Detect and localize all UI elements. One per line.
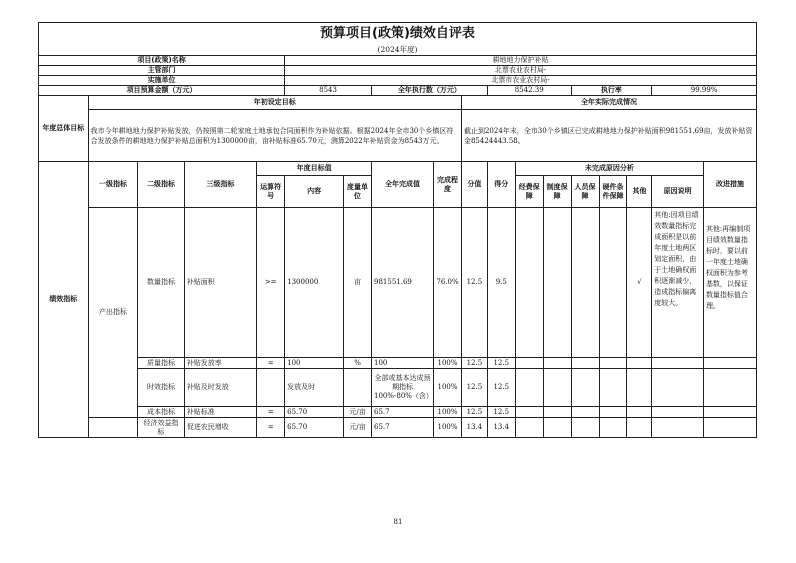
exec-value: 8542.39 [487, 86, 571, 96]
level2-cell: 质量指标 [138, 358, 185, 369]
max-score-cell: 12.5 [461, 407, 487, 418]
score-header: 得分 [487, 162, 515, 208]
content-cell: 发放及时 [285, 369, 344, 407]
reason-system-header: 制度保障 [543, 176, 571, 208]
reason-group-header: 未完成原因分析 [515, 162, 703, 176]
max-score-cell: 12.5 [461, 208, 487, 358]
level1-output: 产出指标 [88, 208, 138, 418]
improve-cell: 其他:再编制项目绩效数量指标时，要以前一年度土地确权面积为参考基数，以保证数量指标值合理。 [703, 208, 756, 358]
operator-cell: >= [257, 208, 285, 358]
unit-cell: % [344, 358, 372, 369]
degree-cell: 100% [434, 418, 462, 438]
level3-cell: 补贴及时发放 [184, 369, 256, 407]
level3-cell: 补贴面积 [184, 208, 256, 358]
table-row [39, 369, 757, 407]
initial-goal-header: 年初设定目标 [88, 96, 461, 110]
unit-label: 实施单位 [39, 76, 285, 86]
level2-cell: 成本指标 [138, 407, 185, 418]
page-title: 预算项目(政策)绩效自评表 [39, 23, 757, 45]
reason-staff-cell [571, 208, 599, 358]
level3-cell: 促进农民增收 [184, 418, 256, 438]
rate-value: 99.99% [652, 86, 757, 96]
degree-cell: 76.0% [434, 208, 462, 358]
content-cell: 65.70 [285, 418, 344, 438]
actual-cell: 100 [372, 358, 434, 369]
project-name: 耕地地力保护补贴 [285, 56, 757, 66]
rate-label: 执行率 [571, 86, 652, 96]
performance-table [38, 22, 757, 438]
budget-value: 8543 [285, 86, 372, 96]
level2-cell: 时效指标 [138, 369, 185, 407]
actual-header: 全年完成值 [372, 162, 434, 208]
score-cell: 12.5 [487, 358, 515, 369]
initial-goal-text: 我市今年耕地地力保护补贴发放，仍按照第二轮家庭土地承包合同面积作为补贴依据。根据2024年全市30个乡镇区符合发放条件的耕地地力保护补贴总面积为1300000亩，亩补贴标准65.70元，测算2022年补贴资金为8543万元。 [88, 110, 461, 162]
dept-label: 主管部门 [39, 66, 285, 76]
table-row [39, 418, 757, 438]
level2-header: 二级指标 [138, 162, 185, 208]
level3-header: 三级指标 [184, 162, 256, 208]
project-name-label: 项目(政策)名称 [39, 56, 285, 66]
content-cell: 100 [285, 358, 344, 369]
max-score-cell: 13.4 [461, 418, 487, 438]
reason-hardware-header: 硬件条件保障 [599, 176, 627, 208]
budget-label: 项目预算金额（万元） [39, 86, 285, 96]
reason-econ-header: 经费保障 [515, 176, 543, 208]
actual-cell: 981551.69 [372, 208, 434, 358]
actual-cell: 65.7 [372, 407, 434, 418]
actual-result-text: 截止到2024年末，全市30个乡镇区已完成耕地地力保护补贴面积981551.69亩，发放补贴资金85424443.58。 [461, 110, 756, 162]
degree-cell: 100% [434, 369, 462, 407]
max-score-cell: 12.5 [461, 369, 487, 407]
operator-cell: = [257, 358, 285, 369]
target-group-header: 年度目标值 [257, 162, 372, 176]
content-header: 内容 [285, 176, 344, 208]
score-cell: 12.5 [487, 369, 515, 407]
report-year: (2024年度) [39, 45, 757, 56]
table-row [39, 358, 757, 369]
score-cell: 13.4 [487, 418, 515, 438]
reason-desc-cell: 其他:因项目绩效数量指标完成面积是以前年度土地两区划定面积，由于土地确权面积逐渐减少，造成指标偏离度较大。 [652, 208, 704, 358]
level3-cell: 补贴标准 [184, 407, 256, 418]
unit-cell: 元/亩 [344, 418, 372, 438]
operator-cell: = [257, 418, 285, 438]
exec-label: 全年执行数（万元） [372, 86, 488, 96]
unit-cell [344, 369, 372, 407]
reason-desc-header: 原因说明 [652, 176, 704, 208]
score-cell: 9.5 [487, 208, 515, 358]
degree-header: 完成程度 [434, 162, 462, 208]
table-row [39, 407, 757, 418]
improve-header: 改进措施 [703, 162, 756, 208]
level1-benefit [88, 418, 138, 438]
unit-value: 北票市农业农村局- [285, 76, 757, 86]
annual-goal-label: 年度总体目标 [39, 96, 89, 162]
max-score-cell: 12.5 [461, 358, 487, 369]
content-cell: 1300000 [285, 208, 344, 358]
actual-result-header: 全年实际完成情况 [461, 96, 756, 110]
level2-cell: 数量指标 [138, 208, 185, 358]
dept-value: 北票农业农村局- [285, 66, 757, 76]
perf-indicators-label: 绩效指标 [39, 162, 89, 438]
actual-cell: 65.7 [372, 418, 434, 438]
reason-system-cell [543, 208, 571, 358]
content-cell: 65.70 [285, 407, 344, 418]
level2-cell: 经济效益指标 [138, 418, 185, 438]
level3-cell: 补贴发放率 [184, 358, 256, 369]
unit-cell: 元/亩 [344, 407, 372, 418]
operator-cell: = [257, 407, 285, 418]
actual-cell: 全部或基本达成预期指标100%-80%（含） [372, 369, 434, 407]
page-number: 81 [393, 518, 403, 526]
reason-hardware-cell [599, 208, 627, 358]
reason-econ-cell [515, 208, 543, 358]
operator-header: 运算符号 [257, 176, 285, 208]
level1-header: 一级指标 [88, 162, 138, 208]
unit-header: 度量单位 [344, 176, 372, 208]
score-cell: 12.5 [487, 407, 515, 418]
degree-cell: 100% [434, 358, 462, 369]
reason-other-check: √ [627, 208, 652, 358]
operator-cell [257, 369, 285, 407]
table-row [39, 208, 757, 358]
max-score-header: 分值 [461, 162, 487, 208]
unit-cell: 亩 [344, 208, 372, 358]
reason-other-header: 其他 [627, 176, 652, 208]
degree-cell: 100% [434, 407, 462, 418]
reason-staff-header: 人员保障 [571, 176, 599, 208]
